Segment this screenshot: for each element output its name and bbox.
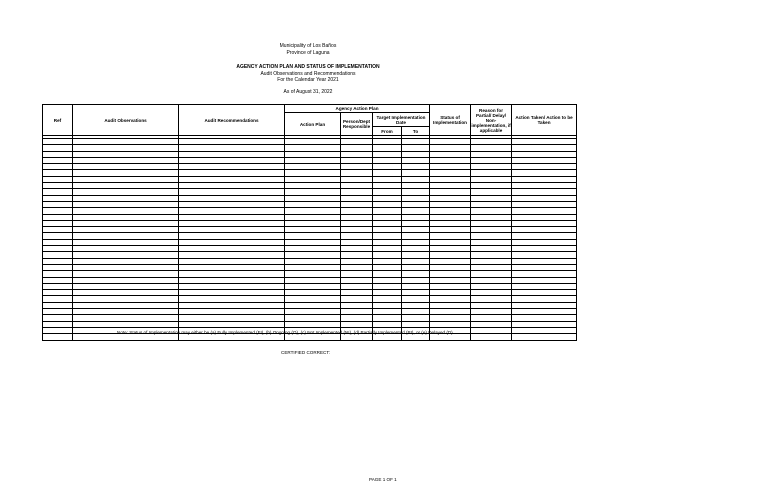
header-to: To [402,127,430,136]
as-of-date: As of August 31, 2022 [283,89,333,95]
province-name: Province of Laguna [286,50,330,56]
header-action-taken: Action Taken/ Action to be Taken [512,105,577,136]
header-ref: Ref [43,105,73,136]
table-cell [471,334,512,340]
header-target-date: Target Implementation Date [373,113,430,127]
page-number: PAGE 1 OF 1 [369,477,397,482]
calendar-year: For the Calendar Year 2021 [277,77,339,83]
header-agency-action-plan: Agency Action Plan [285,105,430,113]
certified-correct-label: CERTIFIED CORRECT: [281,350,330,355]
header-person-responsible: Person/Dept Responsible [341,113,373,136]
header-from: From [373,127,402,136]
table-body [43,136,577,341]
municipality-name: Municipality of Los Baños [279,43,337,49]
header-status: Status of Implementation [430,105,471,136]
table-cell [43,334,73,340]
action-plan-table [42,104,577,341]
table-cell [512,334,577,340]
header-action-plan: Action Plan [285,113,341,136]
document-title: AGENCY ACTION PLAN AND STATUS OF IMPLEMENTATION [236,64,380,70]
header-audit-observations: Audit Observations [73,105,179,136]
header-reason: Reason for Partial/ Delay/ Non-implementation, if applicable [471,105,512,136]
document-subtitle: Audit Observations and Recommendations [260,71,356,77]
header-audit-recommendations: Audit Recommendations [179,105,285,136]
status-note: Note: Status of Implementation may either be (a) Fully Implemented (FI), (b) Ongoing (O), (c) Not Implemented (NI), (d) Partially Implemented (PI), or (e) Delayed (D) [117,330,453,335]
